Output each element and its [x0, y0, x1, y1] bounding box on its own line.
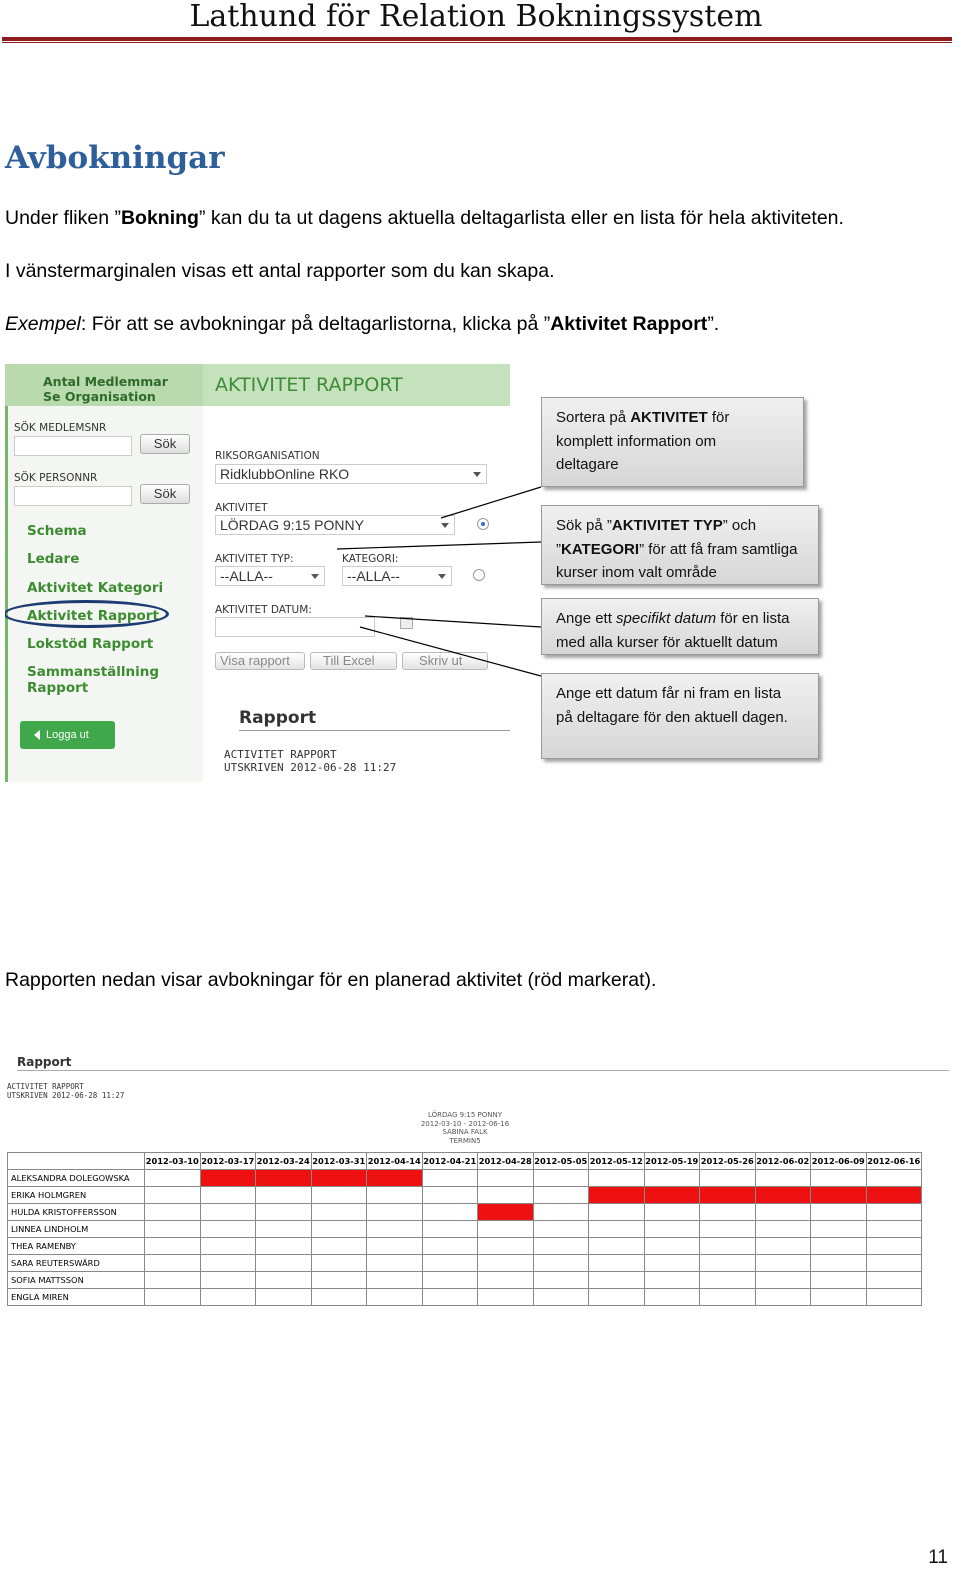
attendance-cell [478, 1272, 534, 1289]
table-corner [8, 1153, 145, 1170]
attendance-cell [311, 1204, 367, 1221]
table-date-header: 2012-06-09 [811, 1153, 867, 1170]
attendance-cell [700, 1238, 756, 1255]
callout-sortera [541, 397, 804, 487]
attendance-cell [145, 1187, 201, 1204]
page-number: 11 [928, 1547, 948, 1568]
attendance-cell [200, 1187, 256, 1204]
p1-text-a: Under fliken ” [5, 207, 121, 229]
table-date-header: 2012-05-05 [533, 1153, 589, 1170]
callout-line [556, 631, 804, 655]
callout-text: Ange ett datum får ni fram en lista [556, 685, 782, 702]
table-date-header: 2012-04-28 [478, 1153, 534, 1170]
report-term: TERMIN5 [449, 1136, 481, 1145]
callout-text: ” för att få fram samtliga [639, 540, 798, 558]
paragraph-2: I vänstermarginalen visas ett antal rapporter som du kan skapa. [5, 260, 555, 282]
attendance-cell [644, 1272, 700, 1289]
p3-text-b: ”. [707, 313, 720, 335]
attendance-cell [422, 1272, 478, 1289]
sidebar-link-aktivitet-kategori[interactable]: Aktivitet Kategori [27, 580, 164, 596]
p3-text-a: : För att se avbokningar på deltagarlistorna, klicka på ” [80, 313, 551, 335]
callout-text: Sök på ” [556, 517, 612, 534]
attendance-cell [589, 1204, 645, 1221]
attendance-cell [644, 1238, 700, 1255]
cancelled-cell [644, 1187, 700, 1204]
participant-name: THEA RAMENBY [8, 1238, 145, 1255]
callout-text: för [707, 409, 730, 426]
attendance-cell [145, 1272, 201, 1289]
attendance-cell [700, 1221, 756, 1238]
pointer-line-1 [441, 487, 541, 518]
attendance-cell [811, 1289, 867, 1306]
attendance-cell [700, 1170, 756, 1187]
callout-text: komplett information om [556, 432, 717, 450]
participant-name: HULDA KRISTOFFERSSON [8, 1204, 145, 1221]
attendance-cell [700, 1289, 756, 1306]
report-divider [17, 1070, 949, 1071]
table-date-header: 2012-06-16 [866, 1153, 922, 1170]
attendance-cell [866, 1238, 922, 1255]
riksorg-label: RIKSORGANISATION [215, 450, 320, 462]
attendance-cell [256, 1272, 312, 1289]
callout-sok-typ [541, 505, 819, 585]
attendance-cell [422, 1170, 478, 1187]
document-header-title: Lathund för Relation Bokningssystem [189, 0, 763, 34]
callout-text: med alla kurser för aktuellt datum [556, 633, 778, 651]
logout-label: Logga ut [46, 729, 89, 741]
participant-name: SARA REUTERSWÄRD [8, 1255, 145, 1272]
pointer-line-3 [365, 616, 541, 627]
attendance-cell [200, 1221, 256, 1238]
attendance-cell [367, 1255, 423, 1272]
rapport-meta-2: UTSKRIVEN 2012-06-28 11:27 [224, 761, 397, 774]
report-activity-info [380, 1111, 550, 1145]
attendance-cell [811, 1255, 867, 1272]
aktivitet-typ-value: --ALLA-- [220, 568, 273, 584]
table-row [8, 1170, 922, 1187]
attendance-cell [478, 1289, 534, 1306]
callout-text: ” och [722, 517, 757, 534]
attendance-cell [811, 1221, 867, 1238]
table-row [8, 1289, 922, 1306]
attendance-cell [145, 1221, 201, 1238]
cancelled-cell [755, 1187, 811, 1204]
attendance-cell [644, 1255, 700, 1272]
cancelled-cell [311, 1170, 367, 1187]
attendance-cell [866, 1221, 922, 1238]
sidebar-link-aktivitet-rapport[interactable]: Aktivitet Rapport [27, 608, 159, 624]
table-row [8, 1204, 922, 1221]
callout-datum [541, 598, 819, 655]
attendance-cell [145, 1238, 201, 1255]
attendance-cell [256, 1255, 312, 1272]
attendance-cell [644, 1170, 700, 1187]
visa-rapport-button[interactable]: Visa rapport [215, 652, 305, 670]
attendance-cell [367, 1238, 423, 1255]
attendance-cell [700, 1255, 756, 1272]
cancelled-cell [589, 1187, 645, 1204]
participant-name: ALEKSANDRA DOLEGOWSKA [8, 1170, 145, 1187]
p3-bold: Aktivitet Rapport [550, 313, 708, 335]
attendance-cell [644, 1204, 700, 1221]
attendance-cell [755, 1170, 811, 1187]
callout-line [556, 406, 789, 430]
pointer-line-4 [360, 627, 541, 676]
callout-line [556, 430, 789, 454]
attendance-cell [311, 1238, 367, 1255]
rapport-heading: Rapport [239, 708, 317, 728]
table-date-header: 2012-03-31 [311, 1153, 367, 1170]
attendance-cell [145, 1255, 201, 1272]
attendance-cell [589, 1170, 645, 1187]
report-meta-1: ACTIVITET RAPPORT [7, 1082, 84, 1091]
callout-line [556, 453, 789, 477]
report-title: Rapport [17, 1055, 72, 1069]
p1-bold: Bokning [120, 207, 199, 229]
callout-text: på deltagare för den aktuell dagen. [556, 708, 788, 726]
kategori-label: KATEGORI: [342, 553, 399, 565]
attendance-cell [811, 1170, 867, 1187]
attendance-cell [367, 1221, 423, 1238]
attendance-cell [200, 1255, 256, 1272]
attendance-cell [256, 1289, 312, 1306]
rapport-meta-1: ACTIVITET RAPPORT [224, 748, 337, 761]
report-activity-name: LÖRDAG 9:15 PONNY [427, 1111, 503, 1119]
cancelled-cell [256, 1170, 312, 1187]
participant-name: LINNEA LINDHOLM [8, 1221, 145, 1238]
table-row [8, 1238, 922, 1255]
sammanstallning-line2: Rapport [27, 680, 89, 696]
attendance-cell [478, 1238, 534, 1255]
callout-text: AKTIVITET TYP [611, 517, 723, 534]
paragraph-4: Rapporten nedan visar avbokningar för en planerad aktivitet (röd markerat). [5, 969, 657, 991]
cancelled-cell [200, 1170, 256, 1187]
attendance-cell [866, 1170, 922, 1187]
p1-text-b: ” kan du ta ut dagens aktuella deltagarlista eller en lista för hela aktiviteten. [198, 207, 844, 229]
attendance-cell [256, 1221, 312, 1238]
attendance-cell [866, 1204, 922, 1221]
attendance-cell [866, 1255, 922, 1272]
participant-name: SOFIA MATTSSON [8, 1272, 145, 1289]
attendance-cell [589, 1255, 645, 1272]
link-se-organisation[interactable]: Se Organisation [43, 389, 156, 404]
attendance-cell [367, 1272, 423, 1289]
attendance-cell [811, 1272, 867, 1289]
table-date-header: 2012-03-10 [145, 1153, 201, 1170]
attendance-cell [866, 1289, 922, 1306]
section-heading: Avbokningar [5, 140, 225, 176]
attendance-cell [755, 1289, 811, 1306]
attendance-cell [200, 1204, 256, 1221]
attendance-cell [533, 1204, 589, 1221]
attendance-cell [311, 1187, 367, 1204]
attendance-cell [755, 1238, 811, 1255]
cancelled-cell [478, 1204, 534, 1221]
callout-text: specifikt datum [616, 610, 717, 627]
table-date-header: 2012-03-24 [256, 1153, 312, 1170]
report-meta-2: UTSKRIVEN 2012-06-28 11:27 [7, 1091, 125, 1100]
search-member-label: SÖK MEDLEMSNR [14, 422, 107, 434]
callout-line [556, 607, 804, 631]
cancelled-cell [866, 1187, 922, 1204]
attendance-cell [866, 1272, 922, 1289]
participant-name: ERIKA HOLMGREN [8, 1187, 145, 1204]
attendance-cell [478, 1255, 534, 1272]
attendance-table [7, 1152, 922, 1306]
attendance-cell [256, 1204, 312, 1221]
table-row [8, 1255, 922, 1272]
pointer-line-2 [337, 542, 541, 549]
report-date-range: 2012-03-10 - 2012-06-16 [420, 1119, 510, 1128]
callout-text: för en lista [716, 610, 790, 627]
attendance-cell [422, 1289, 478, 1306]
cancelled-cell [700, 1187, 756, 1204]
table-date-header: 2012-05-12 [589, 1153, 645, 1170]
attendance-cell [311, 1221, 367, 1238]
attendance-cell [700, 1204, 756, 1221]
table-date-header: 2012-05-26 [700, 1153, 756, 1170]
sidebar-link-ledare[interactable]: Ledare [27, 551, 80, 567]
main-title: AKTIVITET RAPPORT [215, 374, 403, 396]
cancelled-cell [811, 1187, 867, 1204]
attendance-cell [367, 1289, 423, 1306]
attendance-cell [145, 1289, 201, 1306]
attendance-cell [589, 1221, 645, 1238]
attendance-cell [533, 1289, 589, 1306]
sidebar-link-schema[interactable]: Schema [27, 523, 87, 539]
aktivitet-typ-label: AKTIVITET TYP: [215, 553, 294, 565]
callout-ange-datum [541, 673, 819, 759]
search-person-button[interactable]: Sök [140, 484, 190, 504]
attendance-cell [811, 1238, 867, 1255]
table-date-header: 2012-03-17 [200, 1153, 256, 1170]
attendance-cell [755, 1255, 811, 1272]
attendance-cell [422, 1221, 478, 1238]
table-date-header: 2012-04-14 [367, 1153, 423, 1170]
attendance-cell [533, 1170, 589, 1187]
attendance-cell [478, 1187, 534, 1204]
attendance-cell [533, 1221, 589, 1238]
table-date-header: 2012-05-19 [644, 1153, 700, 1170]
attendance-cell [311, 1255, 367, 1272]
table-row [8, 1187, 922, 1204]
attendance-cell [533, 1272, 589, 1289]
callout-line [556, 682, 804, 706]
attendance-cell [478, 1221, 534, 1238]
till-excel-button[interactable]: Till Excel [310, 652, 397, 670]
attendance-cell [200, 1238, 256, 1255]
attendance-cell [200, 1272, 256, 1289]
attendance-cell [256, 1238, 312, 1255]
attendance-cell [811, 1204, 867, 1221]
attendance-cell [755, 1204, 811, 1221]
callout-line [556, 538, 804, 562]
attendance-cell [478, 1170, 534, 1187]
attendance-cell [422, 1187, 478, 1204]
callout-text: deltagare [556, 456, 619, 473]
attendance-cell [589, 1272, 645, 1289]
attendance-cell [755, 1272, 811, 1289]
attendance-cell [367, 1204, 423, 1221]
table-row [8, 1272, 922, 1289]
attendance-cell [533, 1238, 589, 1255]
attendance-cell [311, 1289, 367, 1306]
callout-text: Sortera på [556, 409, 631, 426]
sidebar-link-lokstod-rapport[interactable]: Lokstöd Rapport [27, 636, 154, 652]
table-date-header: 2012-04-21 [422, 1153, 478, 1170]
kategori-value: --ALLA-- [347, 568, 400, 584]
aktivitet-datum-label: AKTIVITET DATUM: [215, 604, 312, 616]
skriv-ut-button[interactable]: Skriv ut [402, 652, 488, 670]
riksorg-value: RidklubbOnline RKO [220, 466, 350, 482]
attendance-cell [422, 1204, 478, 1221]
callout-text: kurser inom valt område [556, 564, 717, 581]
table-row [8, 1221, 922, 1238]
table-date-header: 2012-06-02 [755, 1153, 811, 1170]
attendance-cell [644, 1221, 700, 1238]
callout-text: KATEGORI [561, 540, 640, 558]
aktivitet-value: LÖRDAG 9:15 PONNY [220, 517, 364, 533]
attendance-cell [422, 1255, 478, 1272]
attendance-cell [644, 1289, 700, 1306]
search-member-button[interactable]: Sök [140, 434, 190, 454]
attendance-cell [256, 1187, 312, 1204]
callout-line [556, 561, 804, 585]
link-antal-medlemmar[interactable]: Antal Medlemmar [43, 374, 168, 389]
attendance-cell [755, 1221, 811, 1238]
search-person-label: SÖK PERSONNR [14, 472, 98, 484]
attendance-cell [422, 1238, 478, 1255]
p3-italic: Exempel [5, 313, 81, 335]
callout-text: AKTIVITET [630, 409, 708, 426]
attendance-cell [533, 1187, 589, 1204]
callout-text: Ange ett [556, 610, 617, 627]
aktivitet-label: AKTIVITET [215, 502, 268, 514]
attendance-cell [200, 1289, 256, 1306]
attendance-cell [589, 1289, 645, 1306]
attendance-cell [145, 1204, 201, 1221]
cancelled-cell [367, 1170, 423, 1187]
report-leader: SABINA FALK [442, 1128, 488, 1136]
callout-text: ” [556, 540, 561, 558]
attendance-cell [533, 1255, 589, 1272]
attendance-cell [311, 1272, 367, 1289]
attendance-cell [145, 1170, 201, 1187]
attendance-cell [367, 1187, 423, 1204]
callout-line [556, 706, 804, 730]
callout-line [556, 514, 804, 538]
attendance-cell [589, 1238, 645, 1255]
participant-name: ENGLA MIREN [8, 1289, 145, 1306]
attendance-cell [700, 1272, 756, 1289]
sammanstallning-line1: Sammanställning [27, 664, 160, 680]
